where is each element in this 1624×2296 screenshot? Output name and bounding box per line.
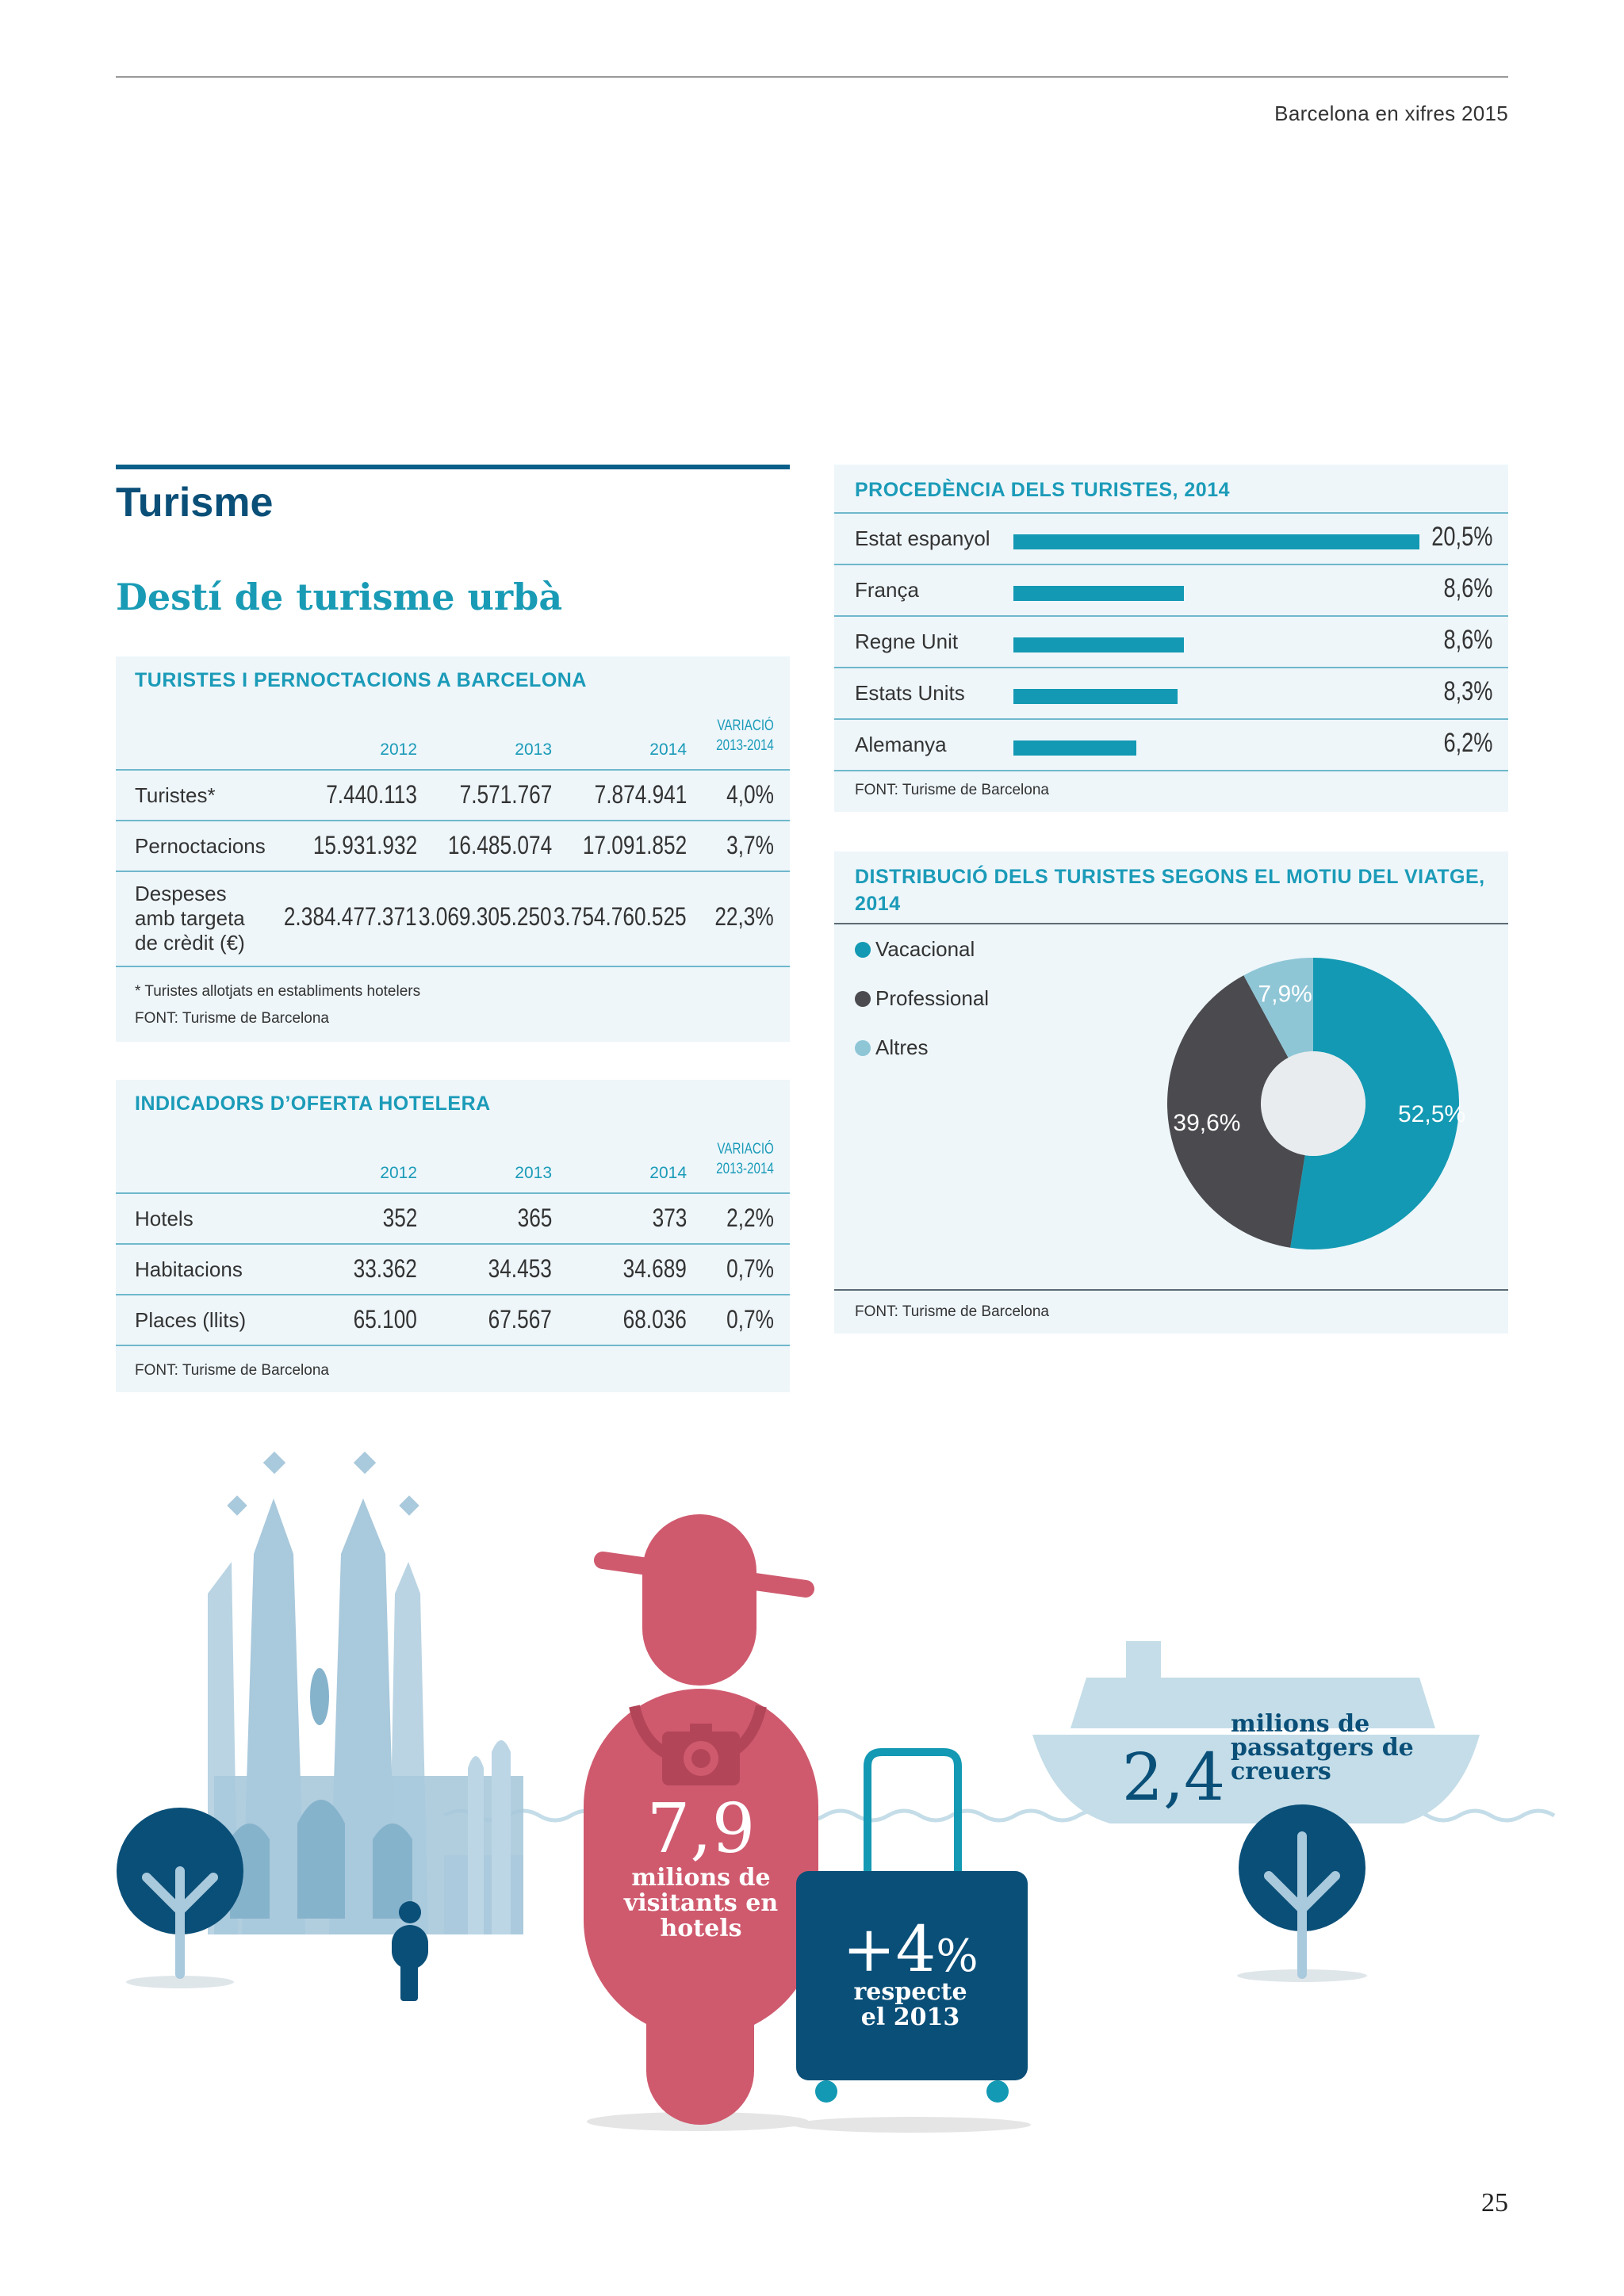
cell-2012: 352 xyxy=(382,1203,417,1232)
visitors-value: 7,9 xyxy=(646,1789,756,1869)
col-header-2013: 2013 xyxy=(515,740,552,759)
tree-left-illustration xyxy=(117,1808,243,1988)
table-row xyxy=(116,1294,790,1345)
cell-2014: 3.754.760.525 xyxy=(553,902,687,931)
row-label-line: Despeses xyxy=(135,882,227,905)
cell-variation: 4,0% xyxy=(726,780,774,809)
cell-2013: 3.069.305.250 xyxy=(419,902,552,931)
cell-2012: 33.362 xyxy=(353,1254,417,1283)
row-label: Turistes* xyxy=(135,783,216,807)
cruise-label-line: milions de xyxy=(1231,1710,1370,1738)
pie-chart-title-line: 2014 xyxy=(855,892,901,915)
visitors-label-line: hotels xyxy=(660,1915,742,1942)
cell-variation: 2,2% xyxy=(726,1203,774,1232)
tourists-table-title: TURISTES I PERNOCTACIONS A BARCELONA xyxy=(135,669,587,691)
cell-2014: 17.091.852 xyxy=(582,831,687,859)
visitors-label-line: milions de xyxy=(631,1864,771,1892)
cruise-label-line: passatgers de xyxy=(1231,1734,1414,1762)
col-header-variation-period: 2013-2014 xyxy=(716,737,774,754)
table-row xyxy=(116,871,790,966)
cell-variation: 22,3% xyxy=(714,902,774,931)
cell-2013: 16.485.074 xyxy=(447,831,552,859)
table-footer-rule xyxy=(116,966,790,967)
cell-variation: 0,7% xyxy=(726,1254,774,1283)
motive-pie-chart xyxy=(834,851,1508,1334)
cruise-value: 2,4 xyxy=(1121,1740,1226,1816)
col-header-variation-label: VARIACIÓ xyxy=(717,718,774,734)
change-number: +4 xyxy=(842,1912,936,1986)
table-row xyxy=(116,1192,790,1243)
col-header-2014: 2014 xyxy=(649,740,687,759)
change-label-line: respecte xyxy=(853,1978,967,2006)
col-header-2013: 2013 xyxy=(515,1164,552,1182)
cell-2013: 7.571.767 xyxy=(459,780,552,809)
cell-2013: 67.567 xyxy=(488,1305,552,1334)
cell-2012: 7.440.113 xyxy=(326,780,417,809)
bar-value-label: 6,2% xyxy=(1443,728,1492,758)
cathedral-illustration xyxy=(208,1452,523,1934)
legend-label: Altres xyxy=(875,1035,929,1059)
col-header-2012: 2012 xyxy=(380,1164,417,1182)
table-source: FONT: Turisme de Barcelona xyxy=(135,1010,329,1027)
section-rule xyxy=(116,465,790,469)
change-label-line: el 2013 xyxy=(860,2003,960,2031)
bar xyxy=(1013,586,1184,601)
row-label-line: amb targeta xyxy=(135,906,245,931)
cell-variation: 3,7% xyxy=(726,831,774,859)
cell-2013: 34.453 xyxy=(488,1254,552,1283)
table-note: * Turistes allotjats en establiments hotelers xyxy=(135,983,421,1000)
table-row xyxy=(116,1243,790,1294)
pie-footer-rule xyxy=(834,1289,1508,1291)
pie-hole xyxy=(1261,1051,1365,1156)
bar-value-label: 20,5% xyxy=(1431,522,1492,552)
col-header-variation xyxy=(702,717,774,756)
tree-right-illustration xyxy=(1237,1804,1367,1982)
tourism-illustration xyxy=(0,1427,1624,2141)
col-header-2014: 2014 xyxy=(649,1164,687,1182)
legend-label: Professional xyxy=(875,986,990,1010)
bar-label: Estats Units xyxy=(855,681,965,705)
cell-2013: 365 xyxy=(517,1203,552,1232)
pie-value-label: 52,5% xyxy=(1397,1100,1466,1127)
visitors-label-line: visitants en xyxy=(623,1889,779,1917)
pie-value-label: 7,9% xyxy=(1258,981,1312,1008)
col-header-2012: 2012 xyxy=(380,740,417,759)
cell-2012: 15.931.932 xyxy=(312,831,417,859)
section-subtitle: Destí de turisme urbà xyxy=(116,576,563,618)
tourists-table xyxy=(116,656,790,1042)
hotels-table-title: INDICADORS D’OFERTA HOTELERA xyxy=(135,1093,491,1115)
bar-row xyxy=(834,718,1508,770)
bar-label: Alemanya xyxy=(855,733,947,756)
cell-2012: 65.100 xyxy=(353,1305,417,1334)
bar-chart-title: PROCEDÈNCIA DELS TURISTES, 2014 xyxy=(855,479,1231,501)
bar-value-label: 8,6% xyxy=(1443,573,1492,603)
bar-label: Regne Unit xyxy=(855,629,959,653)
pie-chart-title-line: DISTRIBUCIÓ DELS TURISTES SEGONS EL MOTIU DEL VIATGE, xyxy=(855,866,1485,888)
col-header-variation xyxy=(702,1140,774,1179)
bar-label: França xyxy=(855,578,919,602)
bar xyxy=(1013,637,1184,652)
row-label-line: de crèdit (€) xyxy=(135,931,245,955)
row-label: Habitacions xyxy=(135,1257,243,1281)
pie-svg xyxy=(834,851,1508,1334)
row-label: Hotels xyxy=(135,1207,193,1230)
section-title: Turisme xyxy=(116,480,274,526)
table-source: FONT: Turisme de Barcelona xyxy=(135,1362,329,1379)
col-header-variation-label: VARIACIÓ xyxy=(717,1141,774,1158)
row-label xyxy=(135,882,245,956)
cell-2012: 2.384.477.371 xyxy=(284,902,417,931)
bar-row xyxy=(834,512,1508,564)
bar xyxy=(1013,534,1419,549)
bar-row xyxy=(834,667,1508,718)
cell-2014: 34.689 xyxy=(622,1254,687,1283)
cell-2014: 373 xyxy=(652,1203,687,1232)
page-number: 25 xyxy=(1481,2188,1508,2218)
bar-chart-source: FONT: Turisme de Barcelona xyxy=(855,782,1049,798)
cell-variation: 0,7% xyxy=(726,1305,774,1334)
top-rule xyxy=(116,76,1508,78)
table-footer-rule xyxy=(116,1345,790,1346)
bar xyxy=(1013,740,1136,756)
col-header-variation-period: 2013-2014 xyxy=(716,1160,774,1177)
hotels-table xyxy=(116,1080,790,1392)
change-unit: % xyxy=(936,1931,979,1982)
legend-label: Vacacional xyxy=(875,937,975,961)
row-label: Places (llits) xyxy=(135,1308,247,1332)
cell-2014: 7.874.941 xyxy=(594,780,687,809)
running-title: Barcelona en xifres 2015 xyxy=(1274,101,1508,125)
cell-2014: 68.036 xyxy=(622,1305,687,1334)
origin-bar-chart xyxy=(834,465,1508,812)
row-label: Pernoctacions xyxy=(135,834,266,858)
pie-chart-source: FONT: Turisme de Barcelona xyxy=(855,1303,1049,1320)
bar-row xyxy=(834,615,1508,667)
bar-chart-bottom-rule xyxy=(834,770,1508,771)
cruise-label-line: creuers xyxy=(1231,1758,1331,1785)
pie-value-label: 39,6% xyxy=(1173,1109,1241,1136)
bar xyxy=(1013,689,1178,704)
bar-value-label: 8,6% xyxy=(1443,625,1492,655)
table-row xyxy=(116,820,790,871)
bar-label: Estat espanyol xyxy=(855,526,990,550)
bar-row xyxy=(834,564,1508,615)
bar-value-label: 8,3% xyxy=(1443,676,1492,706)
table-row xyxy=(116,769,790,820)
